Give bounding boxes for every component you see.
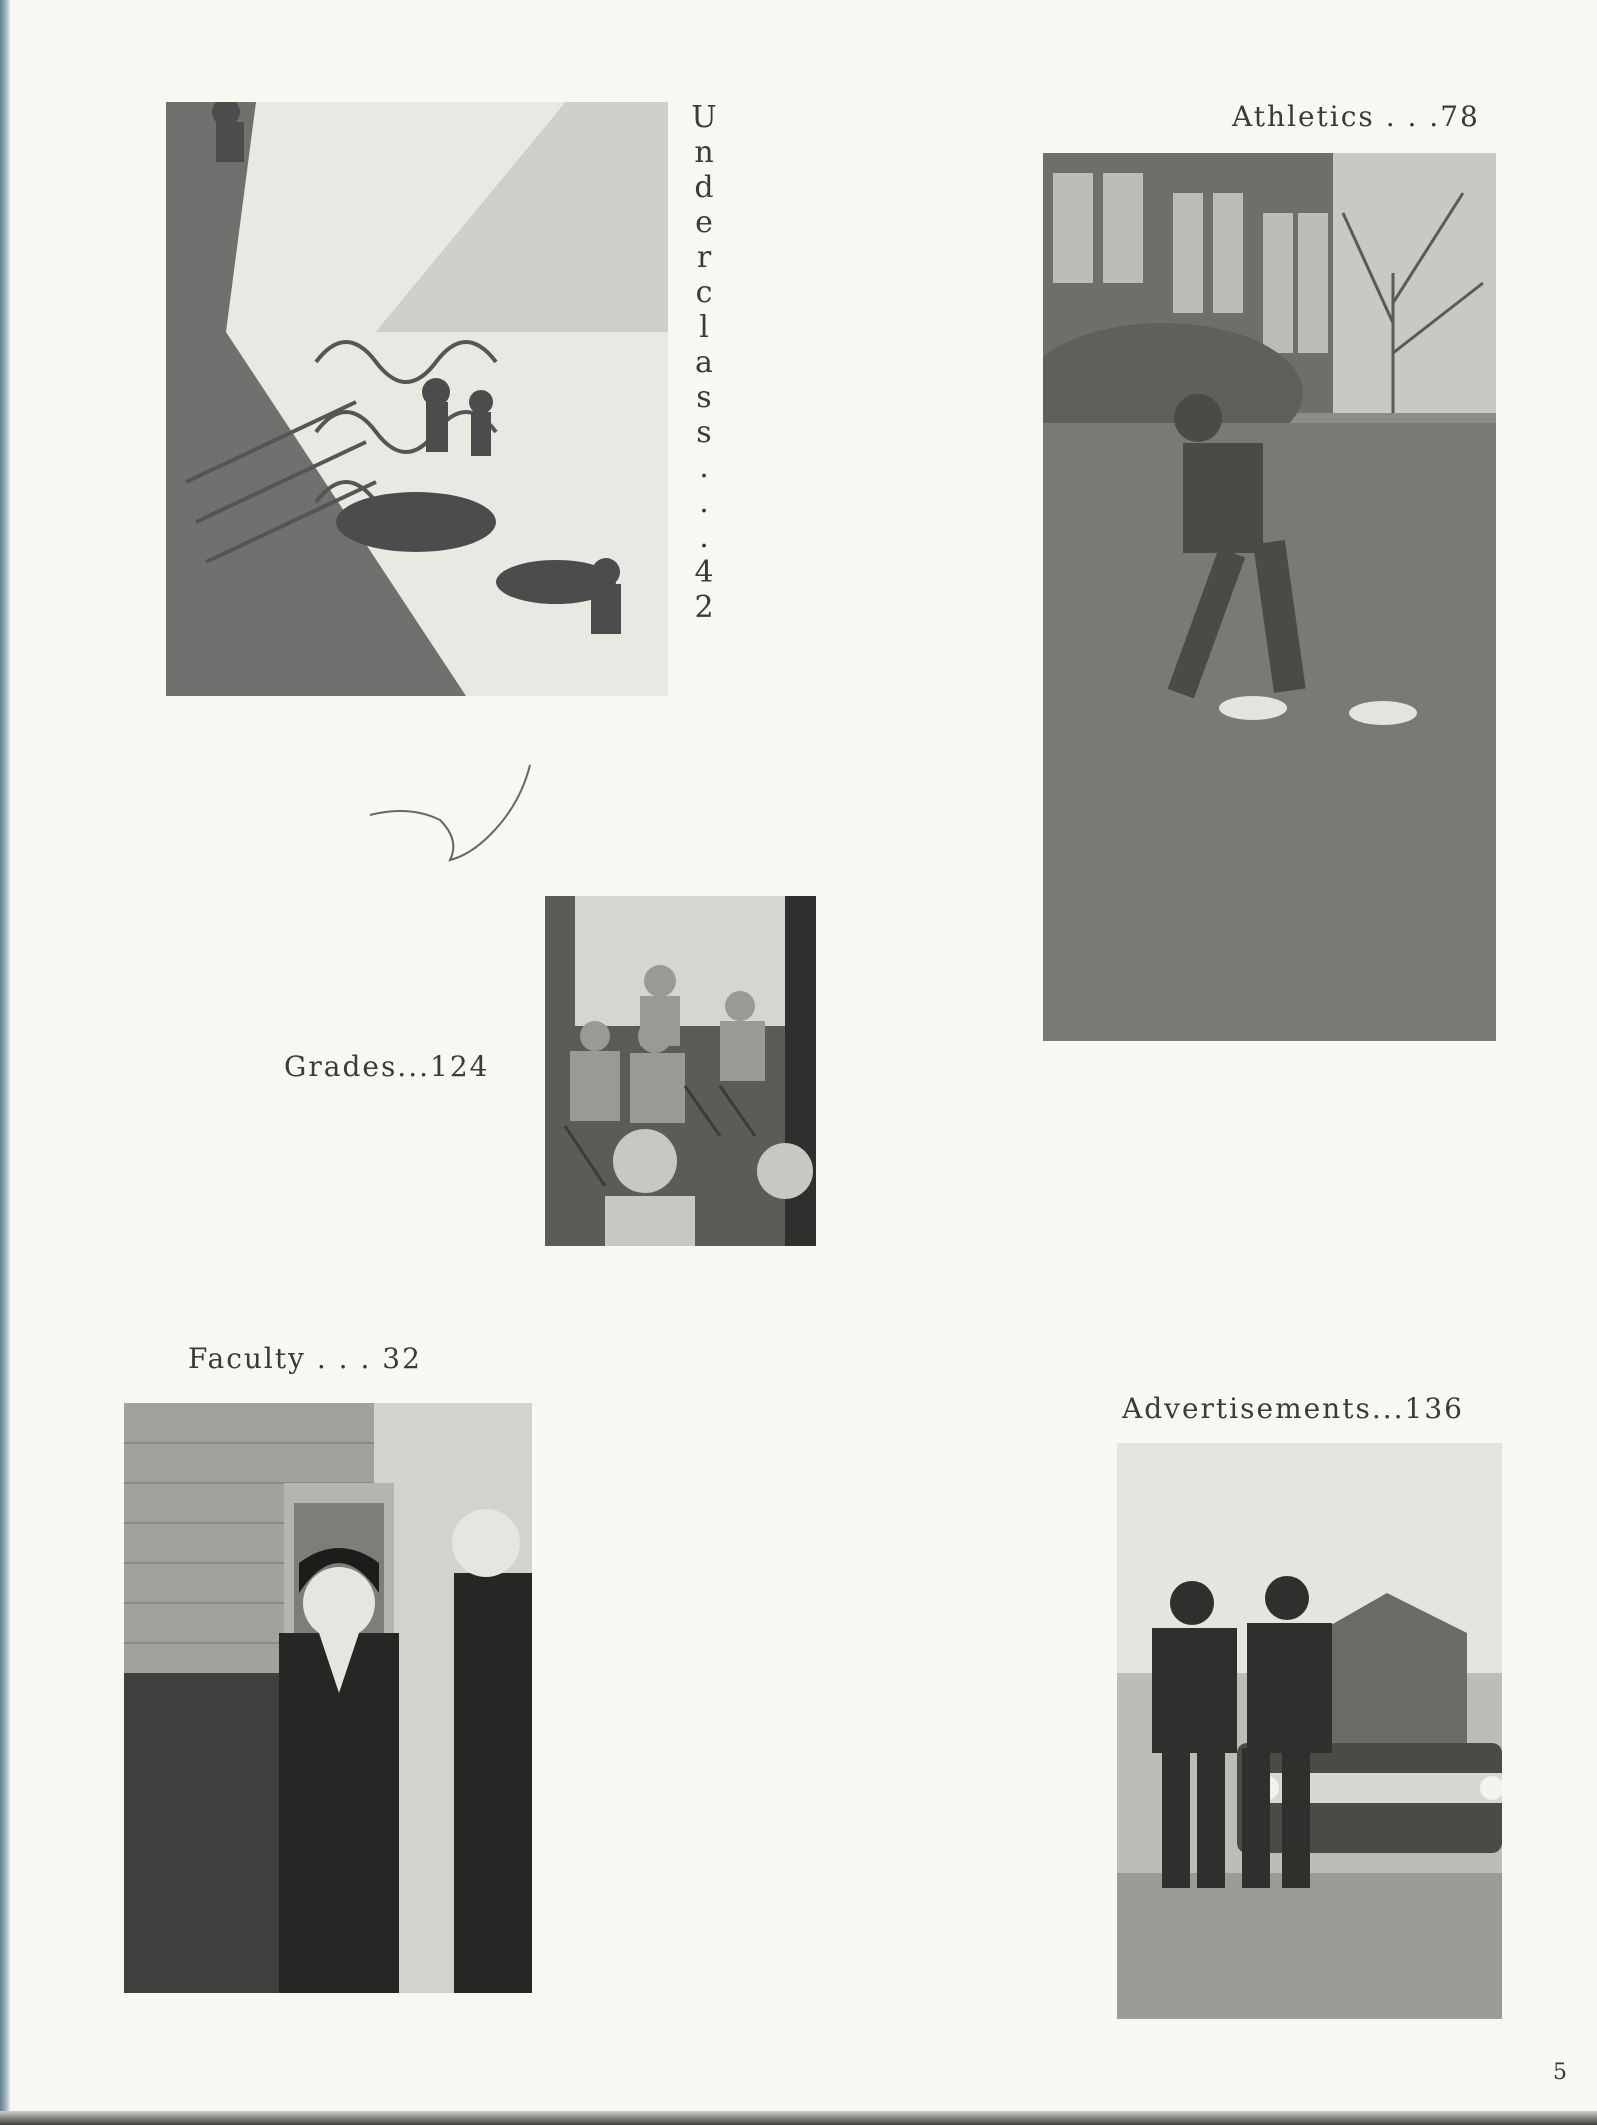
underclass-letter: 4 (694, 555, 714, 590)
underclass-letter: . (699, 485, 709, 520)
underclass-label (686, 100, 722, 625)
underclass-letter: a (695, 345, 713, 380)
underclass-letter: d (694, 170, 714, 205)
faculty-photo (124, 1403, 532, 1993)
underclass-letter: n (694, 135, 714, 170)
underclass-letter: l (699, 310, 709, 345)
underclass-letter: s (696, 380, 712, 415)
page-binding-edge (0, 0, 10, 2125)
underclass-letter: s (696, 415, 712, 450)
page-bottom-edge (0, 2111, 1597, 2125)
advertisements-label: Advertisements...136 (1122, 1392, 1464, 1425)
athletics-label: Athletics . . .78 (1232, 100, 1480, 133)
underclass-letter: r (696, 240, 712, 275)
underclass-letter: e (695, 205, 713, 240)
underclass-letter: U (691, 100, 717, 135)
page-number: 5 (1553, 2060, 1567, 2085)
athletics-photo (1043, 153, 1496, 1041)
underclass-letter: . (699, 450, 709, 485)
advertisements-photo (1117, 1443, 1502, 2019)
underclass-letter: 2 (694, 590, 714, 625)
grades-photo (545, 896, 816, 1246)
pencil-squiggle (360, 760, 560, 880)
grades-label: Grades...124 (284, 1050, 490, 1083)
underclass-photo (166, 102, 668, 696)
faculty-label: Faculty . . . 32 (188, 1342, 422, 1375)
underclass-letter: . (699, 520, 709, 555)
underclass-letter: c (695, 275, 713, 310)
